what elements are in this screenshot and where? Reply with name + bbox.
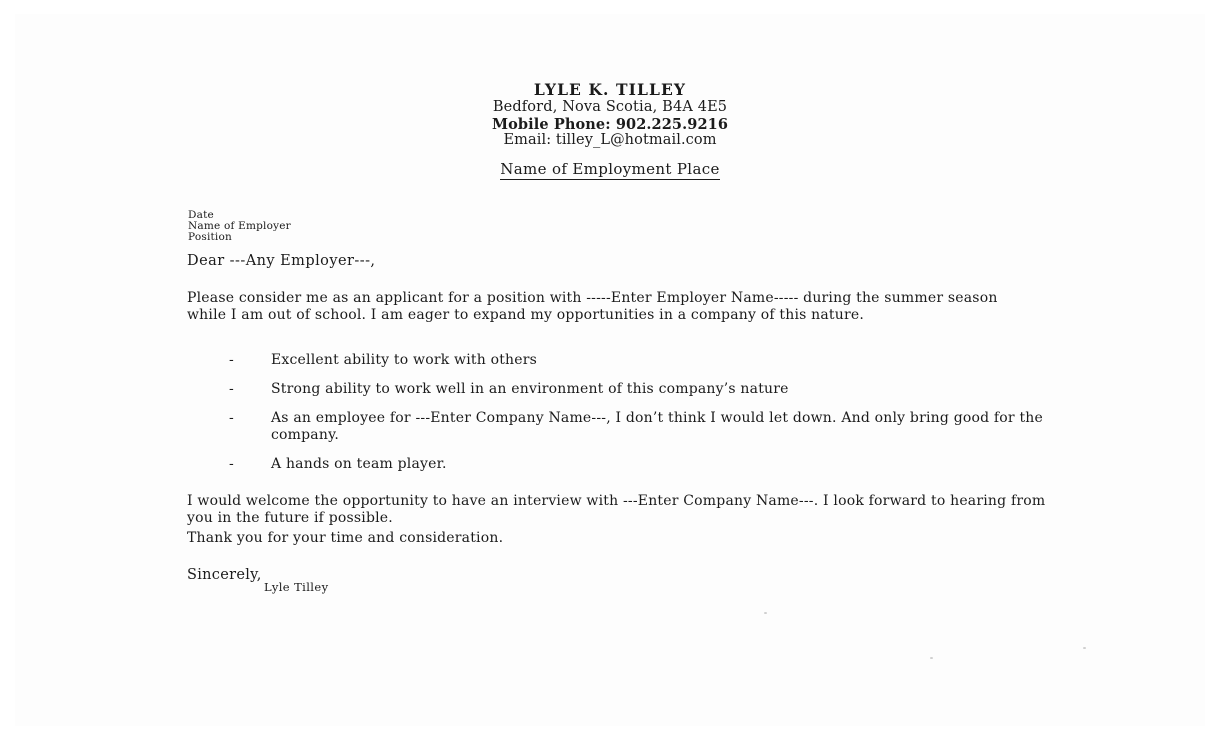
sender-email: Email: tilley_L@hotmail.com	[503, 132, 717, 149]
scan-speckle	[764, 612, 767, 614]
dash-bullet-icon: -	[229, 456, 234, 473]
document-page	[15, 14, 1205, 726]
dash-bullet-icon: -	[229, 410, 234, 427]
list-item	[222, 381, 1102, 398]
list-item	[222, 456, 1102, 473]
intro-paragraph: Please consider me as an applicant for a position with -----Enter Employer Name----- during the summer season while I am out of school. I am eager to expand my opportunities in a company of this nature.	[187, 290, 998, 324]
closing-salutation: Sincerely,	[187, 567, 262, 583]
thanks-paragraph: Thank you for your time and consideration.	[187, 530, 504, 546]
list-item-label: Strong ability to work well in an environment of this company’s nature	[271, 381, 789, 398]
list-item-label: As an employee for ---Enter Company Name---, I don’t think I would let down. And only bring good for the company.	[271, 410, 1044, 444]
recipient-employer-name: Name of Employer	[188, 220, 291, 233]
list-item-label: Excellent ability to work with others	[271, 352, 538, 368]
recipient-position: Position	[188, 231, 232, 244]
dash-bullet-icon: -	[229, 381, 234, 398]
sender-name: LYLE K. TILLEY	[533, 80, 687, 99]
subject-line: Name of Employment Place	[500, 160, 720, 178]
list-item	[222, 410, 1102, 444]
dash-bullet-icon: -	[229, 352, 234, 368]
letterhead	[15, 82, 1205, 149]
scan-speckle	[930, 657, 933, 659]
qualifications-list	[222, 352, 1102, 473]
letter-body	[15, 14, 1205, 726]
recipient-block	[188, 210, 291, 243]
list-item-label: A hands on team player.	[271, 456, 447, 473]
sender-address: Bedford, Nova Scotia, B4A 4E5	[492, 99, 728, 116]
list-item	[222, 352, 1102, 369]
sender-phone: Mobile Phone: 902.225.9216	[491, 115, 729, 133]
interview-paragraph: I would welcome the opportunity to have an interview with ---Enter Company Name---. I look forward to hearing from you in the future if possible.	[187, 493, 1046, 527]
salutation: Dear ---Any Employer---,	[187, 253, 376, 269]
recipient-date: Date	[188, 209, 214, 221]
signature-name: Lyle Tilley	[264, 580, 329, 594]
subject-line-wrapper	[15, 159, 1205, 180]
scan-speckle	[1083, 647, 1086, 649]
